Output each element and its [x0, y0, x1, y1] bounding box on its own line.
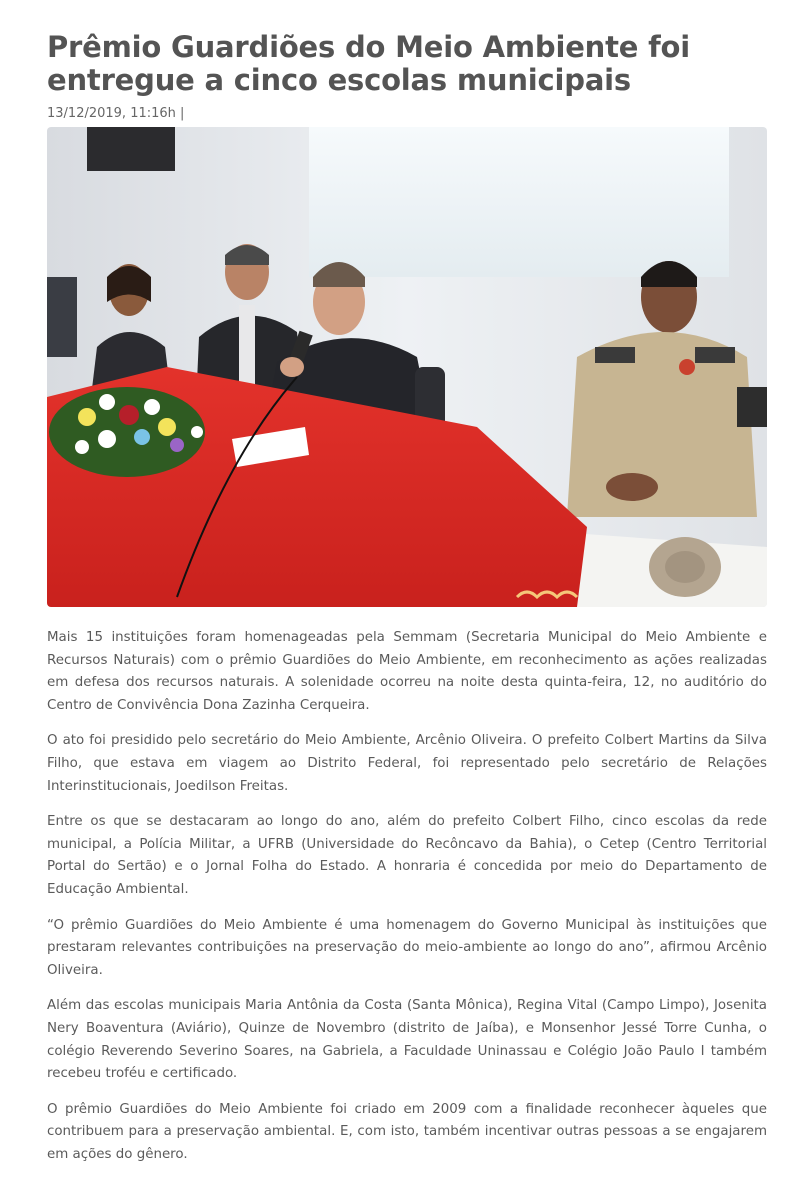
article-date: 13/12/2019, 11:16h |: [47, 106, 185, 121]
paragraph: Mais 15 instituições foram homenageadas pela Semmam (Secretaria Municipal do Meio Ambiente e Recursos Naturais) com o prêmio Guardiões do Meio Ambiente, em reconhecimento as ações realizadas em defesa dos recursos naturais. A solenidade ocorreu na noite desta quinta-feira, 12, no auditório do Centro de Convivência Dona Zazinha Cerqueira.: [47, 630, 767, 713]
article-body: [47, 627, 767, 1166]
article-title: Prêmio Guardiões do Meio Ambiente foi entregue a cinco escolas municipais: [47, 30, 691, 97]
paragraph: O ato foi presidido pelo secretário do Meio Ambiente, Arcênio Oliveira. O prefeito Colbert Martins da Silva Filho, que estava em viagem ao Distrito Federal, foi representado pelo secretário de Relações Interinstitucionais, Joedilson Freitas.: [47, 733, 767, 794]
paragraph: “O prêmio Guardiões do Meio Ambiente é uma homenagem do Governo Municipal às instituições que prestaram relevantes contribuições na preservação do meio-ambiente ao longo do ano”, afirmou Arcênio Oliveira.: [47, 917, 767, 978]
article: [47, 0, 767, 1179]
paragraph: O prêmio Guardiões do Meio Ambiente foi criado em 2009 com a finalidade reconhecer àqueles que contribuem para a preservação ambiental. E, com isto, também incentivar outras pessoas a se engajarem em ações do gênero.: [47, 1101, 767, 1162]
paragraph: Além das escolas municipais Maria Antônia da Costa (Santa Mônica), Regina Vital (Campo Limpo), Josenita Nery Boaventura (Aviário), Quinze de Novembro (distrito de Jaíba), e Monsenhor Jessé Torre Cunha, o colégio Reverendo Severino Soares, na Gabriela, a Faculdade Uninassau e Colégio João Paulo I também recebeu troféu e certificado.: [47, 998, 767, 1082]
paragraph: Entre os que se destacaram ao longo do ano, além do prefeito Colbert Filho, cinco escolas da rede municipal, a Polícia Militar, a UFRB (Universidade do Recôncavo da Bahia), o Cetep (Centro Territorial Portal do Sertão) e o Jornal Folha do Estado. A honraria é concedida por meio do Departamento de Educação Ambiental.: [47, 814, 767, 897]
article-photo: [47, 127, 767, 607]
ceremony-photo-icon: [47, 127, 767, 607]
